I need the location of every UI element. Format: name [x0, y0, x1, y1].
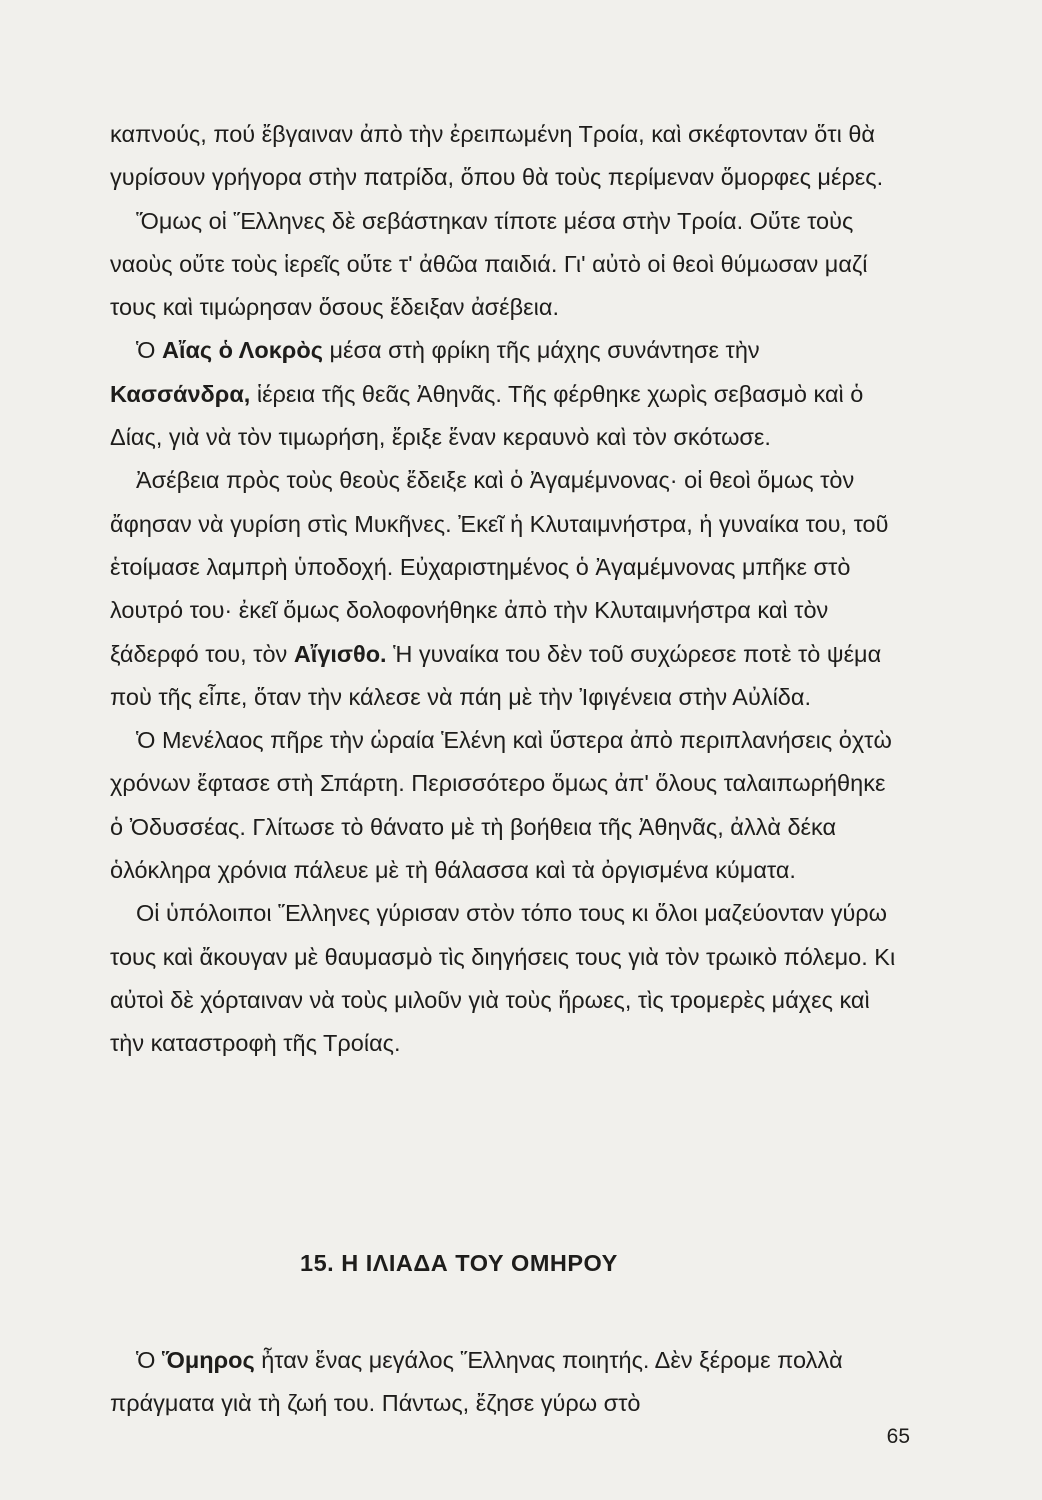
section-paragraph — [110, 1339, 900, 1426]
body-text — [110, 113, 900, 1066]
text-run: Ὅμως οἱ Ἕλληνες δὲ σεβάστηκαν τίποτε μέσα στὴν Τροία. Οὔτε τοὺς ναοὺς οὔτε τοὺς ἱερεῖς οὔτε τ' ἀθῶα παιδιά. Γι' αὐτὸ οἱ θεοὶ θύμωσαν μαζί τους καὶ τιμώρησαν ὅσους ἔδειξαν ἀσέβεια. — [110, 207, 868, 321]
text-run: Οἱ ὑπόλοιποι Ἕλληνες γύρισαν στὸν τόπο τους κι ὅλοι μαζεύονταν γύρω τους καὶ ἄκουγαν μὲ θαυμασμὸ τὶς διηγήσεις τους γιὰ τὸν τρωικὸ πόλεμο. Κι αὐτοὶ δὲ χόρταιναν νὰ τοὺς μιλοῦν γιὰ τοὺς ἥρωες, τὶς τρομερὲς μάχες καὶ τὴν καταστροφὴ τῆς Τροίας. — [110, 900, 896, 1057]
paragraph-1 — [110, 113, 900, 200]
text-run: ἱέρεια τῆς θεᾶς Ἀθηνᾶς. Τῆς φέρθηκε χωρὶς σεβασμὸ καὶ ὁ Δίας, γιὰ νὰ τὸν τιμωρήση, ἔριξε ἕναν κεραυνὸ καὶ τὸν σκότωσε. — [110, 380, 864, 451]
text-run: Ὁ — [136, 337, 162, 364]
text-run: μέσα στὴ φρίκη τῆς μάχης συνάντησε τὴν — [322, 337, 760, 364]
bold-name-omiros: Ὅμηρος — [161, 1346, 255, 1373]
paragraph-4 — [110, 459, 900, 719]
paragraph-2 — [110, 200, 900, 330]
text-run: καπνούς, πού ἔβγαιναν ἀπὸ τὴν ἐρειπωμένη Τροία, καὶ σκέφτονταν ὅτι θὰ γυρίσουν γρήγορα στὴν πατρίδα, ὅπου θὰ τοὺς περίμεναν ὅμορφες μέρες. — [110, 121, 884, 191]
bold-name-aias: Αἴας ὁ Λοκρὸς — [161, 337, 323, 364]
section-heading: 15. Η ΙΛΙΑΔΑ ΤΟΥ ΟΜΗΡΟΥ — [300, 1250, 618, 1276]
text-run: Ὁ Μενέλαος πῆρε τὴν ὡραία Ἑλένη καὶ ὕστερα ἀπὸ περιπλανήσεις ὀχτὼ χρόνων ἔφτασε στὴ Σπάρτη. Περισσότερο ὅμως ἀπ' ὅλους ταλαιπωρήθηκε ὁ Ὀδυσσέας. Γλίτωσε τὸ θάνατο μὲ τὴ βοήθεια τῆς Ἀθηνᾶς, ἀλλὰ δέκα ὁλόκληρα χρόνια πάλευε μὲ τὴ θάλασσα καὶ τὰ ὀργισμένα κύματα. — [110, 727, 892, 884]
text-run: ἦταν ἕνας μεγάλος Ἕλληνας ποιητής. Δὲν ξέρομε πολλὰ πράγματα γιὰ τὴ ζωή του. Πάντως, ἔζησε γύρω στὸ — [110, 1346, 843, 1416]
text-run: Ἀσέβεια πρὸς τοὺς θεοὺς ἔδειξε καὶ ὁ Ἀγαμέμνονας· οἱ θεοὶ ὅμως τὸν ἄφησαν νὰ γυρίση στὶς Μυκῆνες. Ἐκεῖ ἡ Κλυταιμνήστρα, ἡ γυναίκα του, τοῦ ἑτοίμασε λαμπρὴ ὑποδοχή. Εὐχαριστημένος ὁ Ἀγαμέμνονας μπῆκε στὸ λουτρό του· ἐκεῖ ὅμως δολοφονήθηκε ἀπὸ τὴν Κλυταιμνήστρα καὶ τὸν ξάδερφό του, τὸν — [110, 467, 889, 667]
page-number: 65 — [886, 1425, 910, 1448]
text-run: Ἡ γυναίκα του δὲν τοῦ συχώρεσε ποτὲ τὸ ψέμα ποὺ τῆς εἶπε, ὅταν τὴν κάλεσε νὰ πάη μὲ τὴν Ἰφιγένεια στὴν Αὐλίδα. — [110, 640, 882, 710]
paragraph-5 — [110, 719, 900, 892]
paragraph-6 — [110, 892, 900, 1065]
bold-name-aigisthos: Αἴγισθο. — [293, 640, 387, 667]
section-body-text — [110, 1315, 900, 1449]
bold-name-kassandra: Κασσάνδρα, — [110, 380, 251, 407]
text-run: Ὁ — [136, 1346, 162, 1373]
paragraph-3 — [110, 329, 900, 459]
